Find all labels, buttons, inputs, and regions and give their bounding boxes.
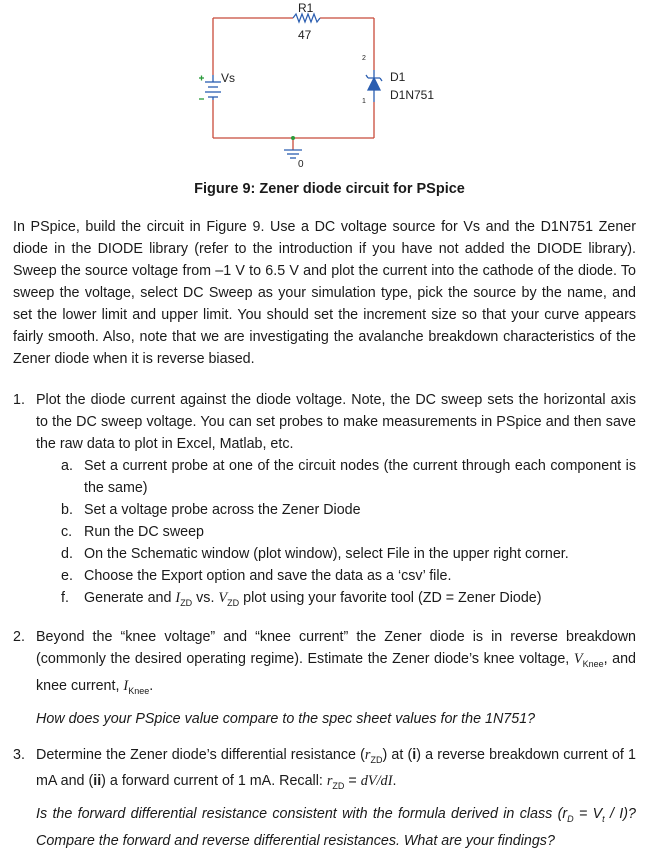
subtask-item: c. Run the DC sweep [61,524,204,540]
resistor-symbol [293,14,320,22]
task-number: 2. [13,628,25,645]
figure-caption: Figure 9: Zener diode circuit for PSpice [194,181,465,197]
task-text: Plot the diode current against the diode voltage. Note, the DC sweep sets the horizontal axis to the DC sweep voltage. You can set probes to make measurements in PSpice and then save the raw data to plot in Excel, Matlab, etc. [36,392,636,452]
task-question: How does your PSpice value compare to the spec sheet values for the 1N751? [36,710,536,727]
diode-part: D1N751 [390,88,435,102]
zener-diode-symbol [366,70,382,102]
subtask-item: a. Set a current probe at one of the circuit nodes (the current through each component is the same) [61,458,636,496]
diode-name: D1 [390,70,406,84]
subtask-list [36,455,636,614]
task-item-2: 2. Beyond the “knee voltage” and “knee current” the Zener diode is in reverse breakdown (commonly the desired operating regime). Estimate the Zener diode’s knee voltage, $V_{Knee}$, and knee current, $I_{Knee}$. How does your PSpice value compare to the spec sheet values for the 1N751? [0,626,636,730]
task-question: Is the forward differential resistance consistent with the formula derived in class $(r_D = V_t / I)$? Compare the forward and reverse differential resistances. What are your findings? [36,806,636,850]
voltage-source-symbol [199,75,221,100]
task-number: 1. [13,392,25,408]
intro-paragraph: In PSpice, build the circuit in Figure 9. Use a DC voltage source for Vs and the D1N751 Zener diode in the DIODE library (refer to the introduction if you have not added the DIODE library). Sweep the source voltage from –1 V to 6.5 V and plot the current into the cathode of the diode. To sweep the voltage, select DC Sweep as your simulation type, pick the source by the name, and set the lower limit and upper limit. You should set the increment size so that your curve appears fairly smooth. Also, note that we are investigating the avalanche breakdown characteristics of the Zener diode when it is reverse biased. [13,219,636,367]
task-number: 3. [13,746,25,763]
circuit-wires [213,18,374,150]
subtask-item: f. Generate and $I_{ZD}$ vs. $V_{ZD}$ plot using your favorite tool (ZD = Zener Diode) [61,590,542,608]
task-item-3: 3. Determine the Zener diode’s differential resistance $(r_{ZD})$ at (i) a reverse breakdown current of 1 mA and (ii) a forward current of 1 mA. Recall: $r_{ZD} = dV/dI$. Is the forward differential resistance consistent with the formula derived in class $(r_D = V_t / I)$? Compare the forward and reverse differential resistances. What are your findings? [0,744,636,852]
subtask-item: d. On the Schematic window (plot window), select File in the upper right corner. [61,546,569,562]
source-name: Vs [221,71,236,85]
task-list [0,389,636,852]
subtask-item: e. Choose the Export option and save the data as a ‘csv’ file. [61,568,452,584]
subtask-item: b. Set a voltage probe across the Zener Diode [61,502,361,518]
zener-circuit-schematic [0,0,659,175]
diode-pin-2: 2 [362,55,366,62]
resistor-name: R1 [298,1,314,15]
resistor-value: 47 [298,28,312,42]
task-item-1 [0,389,636,614]
diode-pin-1: 1 [362,98,366,105]
ground-label: 0 [298,159,304,170]
